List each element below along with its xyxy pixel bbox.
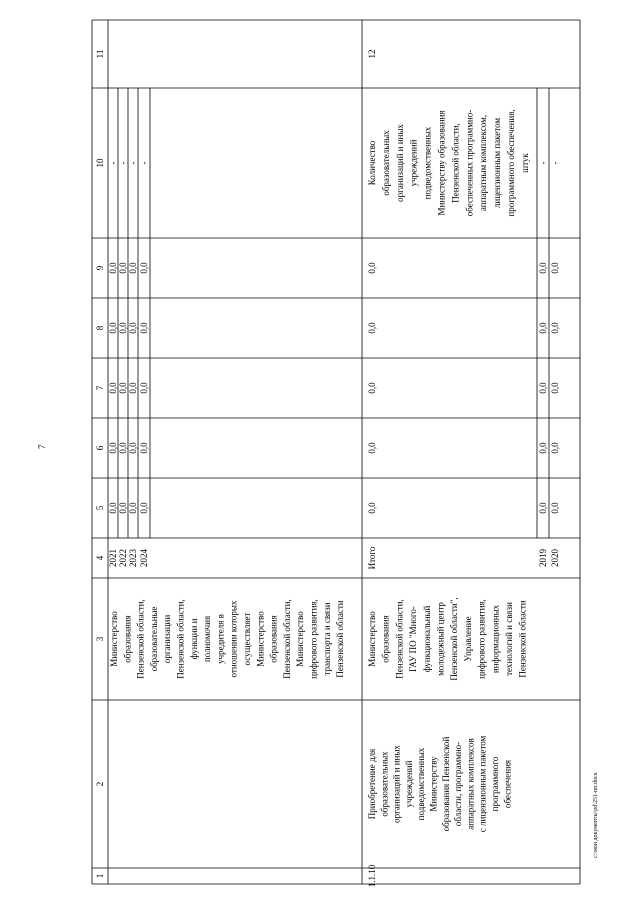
column-number: 6 xyxy=(95,445,105,451)
value-cell: 0,0 xyxy=(108,502,118,514)
total-value: 0,0 xyxy=(367,502,377,514)
value-cell: 0,0 xyxy=(538,262,548,274)
year-cell: 2024 xyxy=(139,549,149,567)
table-cells xyxy=(95,50,560,888)
column-number: 9 xyxy=(95,265,105,271)
item-name-line: Министерству xyxy=(428,756,439,812)
item-indicator-line: обеспеченных программно- xyxy=(464,109,475,217)
indicator-cell: - xyxy=(108,161,118,165)
item-name-line: подведомственных xyxy=(416,747,427,821)
value-cell: 0,0 xyxy=(538,322,548,334)
indicator-cell: - xyxy=(538,161,548,165)
item-executor-line: цифрового развития, xyxy=(476,599,487,679)
executor-continued-line: отношении которых xyxy=(228,600,239,678)
indicator-cell: - xyxy=(139,161,149,165)
indicator-cell: - xyxy=(128,161,138,165)
value-cell: 0,0 xyxy=(550,502,560,514)
item-executor-line: Пензенской области xyxy=(517,600,528,678)
value-cell: 0,0 xyxy=(139,502,149,514)
item-indicator-line: образовательных xyxy=(380,130,391,196)
item-indicator-line: учреждений xyxy=(408,139,419,187)
year-cell: 2022 xyxy=(118,549,128,567)
executor-continued-line: Пензенской области, xyxy=(281,599,292,679)
executor-continued-line: цифрового развития, xyxy=(308,599,319,679)
value-cell: 0,0 xyxy=(118,442,128,454)
column-number: 7 xyxy=(95,385,105,391)
executor-continued-line: образовательные xyxy=(148,606,159,672)
executor-continued-line: Пензенской области, xyxy=(135,599,146,679)
value-cell: 0,0 xyxy=(550,262,560,274)
value-cell: 0,0 xyxy=(108,442,118,454)
value-cell: 0,0 xyxy=(550,442,560,454)
item-executor-line: Министерство xyxy=(367,611,377,667)
executor-continued-line: полномочия xyxy=(202,615,213,663)
value-cell: 0,0 xyxy=(550,382,560,394)
value-cell: 0,0 xyxy=(108,262,118,274)
item-name-line: области, программно- xyxy=(453,741,464,827)
executor-continued-line: транспорта и связи xyxy=(321,602,332,676)
column-number: 5 xyxy=(95,505,105,511)
executor-continued-line: Министерство xyxy=(109,611,119,667)
value-cell: 0,0 xyxy=(139,382,149,394)
item-executor-line: Пензенской области, xyxy=(394,599,405,679)
total-label: Итого xyxy=(367,546,377,570)
item-target: 12 xyxy=(367,49,377,59)
item-indicator-line: лицензионным пакетом xyxy=(492,117,503,209)
item-indicator-line: штук xyxy=(519,153,530,173)
value-cell: 0,0 xyxy=(128,382,138,394)
executor-continued-line: Пензенской области, xyxy=(175,599,186,679)
footer-file-path: c:\мои документы\pd\251-пп.docx xyxy=(593,772,599,858)
column-number: 11 xyxy=(95,49,105,59)
item-name-line: образовательных xyxy=(379,751,390,817)
year-cell: 2021 xyxy=(108,549,118,567)
value-cell: 0,0 xyxy=(118,322,128,334)
year-cell: 2019 xyxy=(538,549,548,567)
item-indicator-line: программного обеспечения, xyxy=(506,109,516,217)
item-name-line: образования Пензенской xyxy=(440,736,451,832)
item-executor-line: Управление xyxy=(462,616,473,662)
column-number: 2 xyxy=(95,781,105,787)
value-cell: 0,0 xyxy=(108,382,118,394)
column-number: 3 xyxy=(95,636,105,642)
item-name-line: обеспечения xyxy=(502,759,513,809)
total-value: 0,0 xyxy=(367,322,377,334)
item-name-line: с лицензионным пакетом xyxy=(477,735,488,833)
item-indicator-line: Министерству образования xyxy=(436,110,447,216)
value-cell: 0,0 xyxy=(550,322,560,334)
item-executor-line: информационных xyxy=(490,604,501,674)
item-indicator-line: Количество xyxy=(367,140,377,186)
value-cell: 0,0 xyxy=(538,442,548,454)
year-cell: 2023 xyxy=(128,549,138,567)
executor-continued-line: образования xyxy=(122,615,133,663)
value-cell: 0,0 xyxy=(118,262,128,274)
value-cell: 0,0 xyxy=(139,262,149,274)
executor-continued-line: Пензенской области xyxy=(335,600,346,678)
item-name-line: Приобретение для xyxy=(367,748,377,820)
value-cell: 0,0 xyxy=(128,442,138,454)
value-cell: 0,0 xyxy=(108,322,118,334)
executor-continued-line: учредителя в xyxy=(215,614,226,664)
item-name-line: организаций и иных xyxy=(391,745,402,823)
column-number: 10 xyxy=(95,158,105,168)
item-name-line: аппаратных комплексов xyxy=(465,738,476,830)
item-executor-line: функциональный xyxy=(421,605,432,673)
executor-continued-line: Министерство xyxy=(255,611,266,667)
indicator-cell: - xyxy=(118,161,128,165)
item-executor-line: Пензенской области", xyxy=(449,597,460,681)
column-number: 4 xyxy=(95,555,105,561)
item-indicator-line: организаций и иных xyxy=(394,124,405,202)
year-cell: 2020 xyxy=(550,549,560,567)
executor-continued-line: функции и xyxy=(188,618,199,660)
executor-continued-line: образования xyxy=(268,615,279,663)
page-number: 7 xyxy=(37,444,47,449)
item-executor-line: технологий и связи xyxy=(504,602,514,676)
value-cell: 0,0 xyxy=(538,502,548,514)
item-name-line: программного xyxy=(490,756,500,812)
value-cell: 0,0 xyxy=(538,382,548,394)
item-indicator-line: подведомственных xyxy=(422,126,433,200)
item-name-line: учреждений xyxy=(403,760,414,808)
item-indicator-line: Пензенской области, xyxy=(450,123,461,203)
executor-continued-line: осуществляет xyxy=(242,612,252,666)
column-number: 1 xyxy=(95,873,105,879)
total-value: 0,0 xyxy=(367,442,377,454)
executor-continued-line: Министерство xyxy=(295,611,306,667)
item-executor-line: молодежный центр xyxy=(435,602,446,676)
value-cell: 0,0 xyxy=(118,382,128,394)
item-number: 1.1.10 xyxy=(367,864,377,888)
value-cell: 0,0 xyxy=(128,262,138,274)
item-executor-line: образования xyxy=(380,615,391,663)
value-cell: 0,0 xyxy=(118,502,128,514)
total-value: 0,0 xyxy=(367,382,377,394)
item-executor-line: ГАУ ПО "Много- xyxy=(408,606,419,672)
column-number: 8 xyxy=(95,325,105,331)
total-value: 0,0 xyxy=(367,262,377,274)
value-cell: 0,0 xyxy=(139,442,149,454)
value-cell: 0,0 xyxy=(128,502,138,514)
value-cell: 0,0 xyxy=(139,322,149,334)
executor-continued-line: организации xyxy=(162,614,173,664)
indicator-cell: - xyxy=(550,161,560,165)
item-indicator-line: аппаратным комплексом, xyxy=(478,114,489,212)
value-cell: 0,0 xyxy=(128,322,138,334)
